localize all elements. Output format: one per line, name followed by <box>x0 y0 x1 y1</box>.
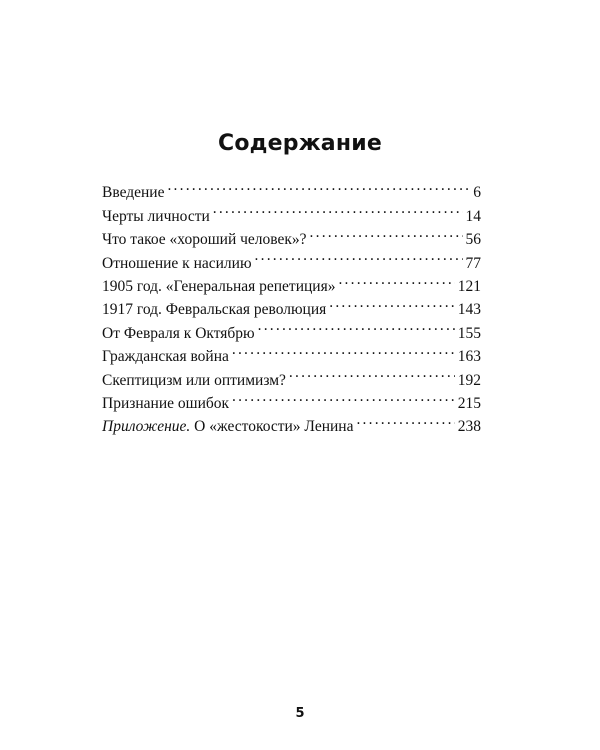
toc-entry-label: Скептицизм или оптимизм? <box>102 371 286 389</box>
table-of-contents <box>102 174 481 436</box>
dot-leader <box>329 291 454 314</box>
dot-leader <box>310 221 463 244</box>
toc-entry-label <box>102 415 353 438</box>
dot-leader <box>255 244 463 267</box>
toc-entry-page: 192 <box>457 371 481 389</box>
toc-entry-label: 1905 год. «Генеральная репетиция» <box>102 277 336 295</box>
toc-entry-label: Черты личности <box>102 207 210 225</box>
toc-entry-introduction <box>102 174 481 202</box>
toc-entry-label: Что такое «хороший человек»? <box>102 231 307 249</box>
toc-entry-page: 238 <box>457 418 481 436</box>
dot-leader <box>213 197 463 220</box>
toc-entry-label: 1917 год. Февральская революция <box>102 301 327 319</box>
dot-leader <box>289 361 455 384</box>
toc-entry-page: 121 <box>457 277 481 295</box>
toc-entry-page: 14 <box>465 207 481 225</box>
page-title: Содержание <box>218 131 382 156</box>
toc-entry-page: 6 <box>473 184 481 202</box>
toc-entry-page: 215 <box>457 394 481 412</box>
toc-entry-page: 155 <box>457 324 481 342</box>
dot-leader <box>167 174 470 197</box>
toc-entry-page: 163 <box>457 348 481 366</box>
dot-leader <box>232 385 455 408</box>
toc-entry-label: Гражданская война <box>102 348 229 366</box>
toc-entry-label: Введение <box>102 184 165 202</box>
toc-entry-label-italic: Приложение. <box>102 418 191 436</box>
toc-entry-page: 56 <box>465 231 481 249</box>
dot-leader <box>232 338 455 361</box>
toc-entry-label-rest: О «жестокости» Ленина <box>190 418 354 436</box>
toc-entry-page: 77 <box>465 254 481 272</box>
dot-leader <box>338 268 454 291</box>
toc-entry-label: Отношение к насилию <box>102 254 252 272</box>
toc-entry-label: От Февраля к Октябрю <box>102 324 255 342</box>
dot-leader <box>258 314 455 337</box>
dot-leader <box>356 408 454 431</box>
page-number: 5 <box>295 706 305 721</box>
toc-entry-label: Признание ошибок <box>102 394 230 412</box>
toc-entry-page: 143 <box>457 301 481 319</box>
